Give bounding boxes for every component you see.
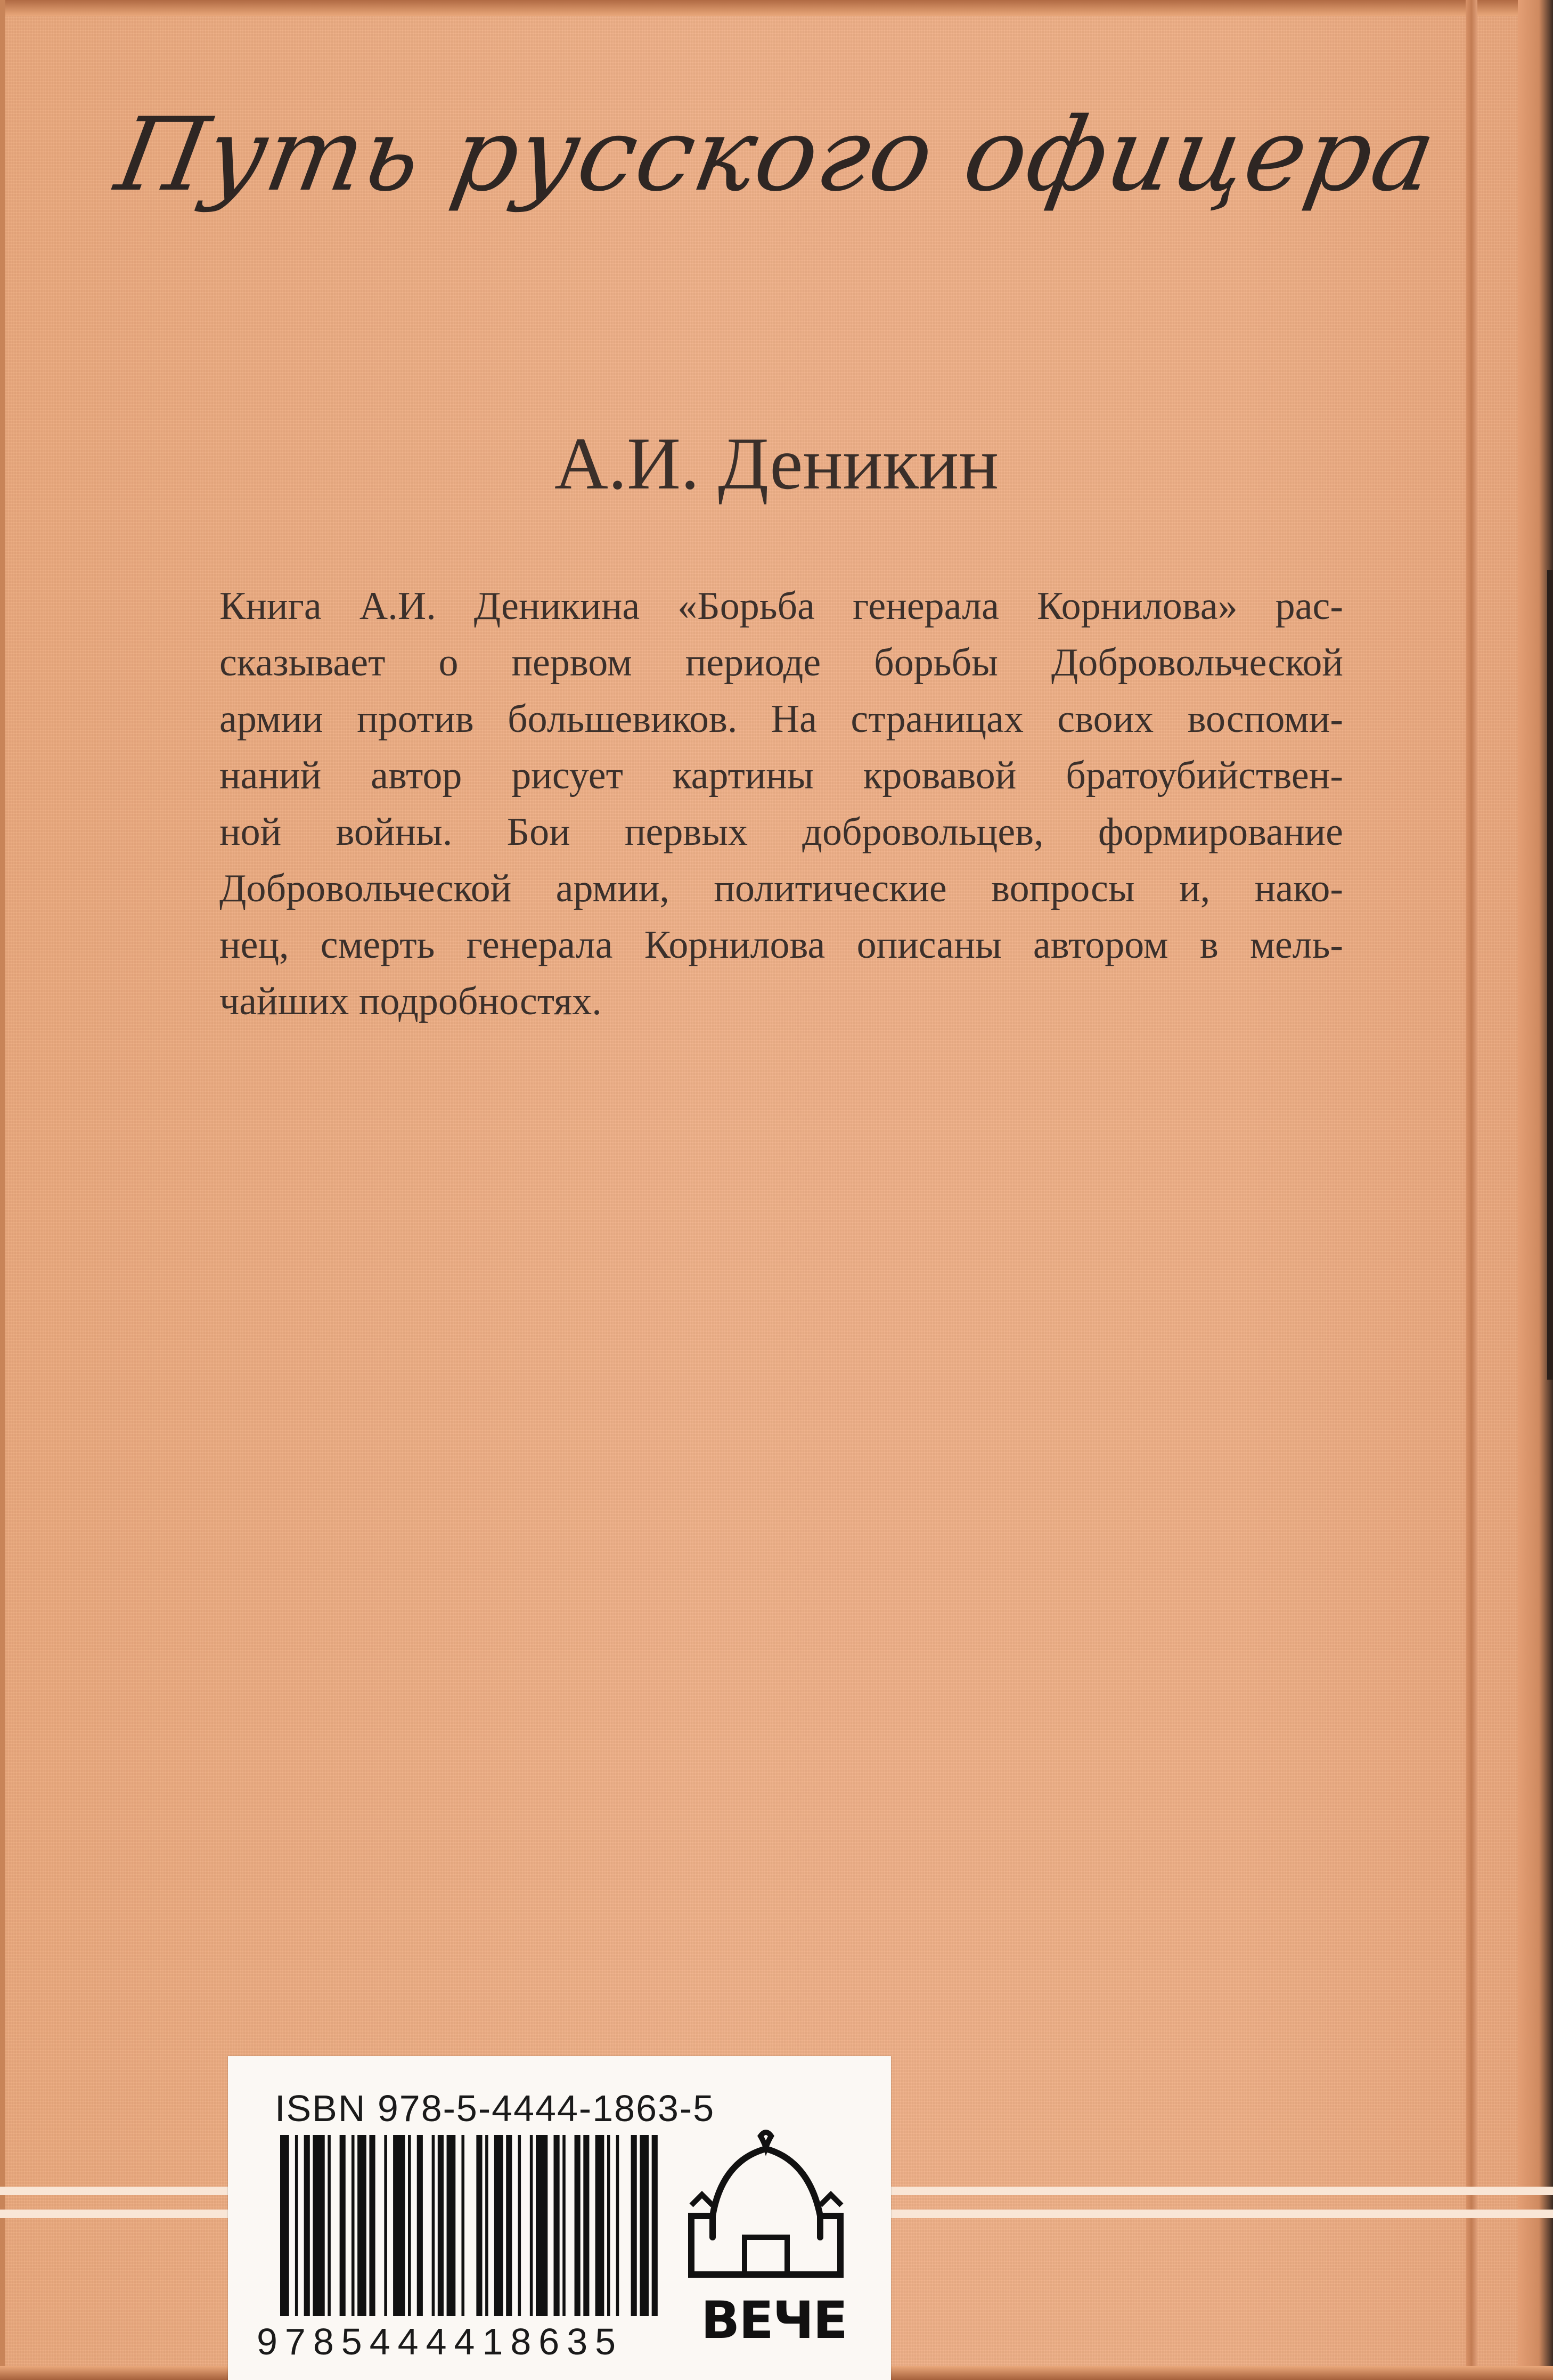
ean-digits: 9785444418635 — [257, 2321, 624, 2362]
barcode-bar — [328, 2135, 331, 2316]
barcode-bar — [536, 2135, 547, 2316]
publisher-name: ВЕЧЕ — [701, 2291, 847, 2350]
annotation-line: ной войны. Бои первых добровольцев, формирование — [219, 810, 1343, 854]
barcode-bar — [530, 2135, 533, 2316]
barcode-bar — [295, 2135, 298, 2316]
annotation-line: армии против большевиков. На страницах своих воспоми- — [219, 697, 1343, 741]
author-name: А.И. Деникин — [554, 422, 999, 505]
barcode-label — [228, 2056, 891, 2380]
barcode-bar — [575, 2135, 581, 2316]
barcode-bar — [393, 2135, 405, 2316]
isbn-text: ISBN 978-5-4444-1863-5 — [275, 2088, 715, 2129]
barcode-bar — [417, 2135, 423, 2316]
barcode-bar — [447, 2135, 456, 2316]
spine-gap — [1547, 570, 1553, 1380]
cover-hinge-groove — [1466, 0, 1477, 2380]
barcode-bar — [357, 2135, 366, 2316]
barcode-bar — [438, 2135, 444, 2316]
barcode-bar — [408, 2135, 411, 2316]
annotation-line: наний автор рисует картины кровавой братоубийствен- — [219, 754, 1343, 797]
annotation-line: сказывает о первом периоде борьбы Добровольческой — [219, 641, 1343, 684]
barcode-bar — [494, 2135, 503, 2316]
barcode-bar — [432, 2135, 435, 2316]
barcode-bar — [595, 2135, 604, 2316]
barcode-icon — [280, 2135, 664, 2332]
barcode-bar — [485, 2135, 488, 2316]
series-title: Путь русского офицера — [108, 96, 1445, 214]
barcode-bar — [476, 2135, 482, 2316]
barcode-bar — [506, 2135, 512, 2316]
kremlin-tower-icon — [681, 2125, 862, 2317]
barcode-bar — [352, 2135, 355, 2316]
barcode-bar — [631, 2135, 637, 2316]
annotation-line: Добровольческой армии, политические вопросы и, нако- — [219, 867, 1343, 910]
cover-left-edge — [0, 0, 5, 2380]
barcode-bar — [562, 2135, 566, 2316]
annotation-line: Книга А.И. Деникина «Борьба генерала Корнилова» рас- — [219, 584, 1343, 628]
barcode-bar — [652, 2135, 658, 2316]
barcode-bar — [583, 2135, 589, 2316]
book-annotation — [219, 578, 1343, 1030]
cover-top-edge — [0, 0, 1553, 16]
barcode-bars — [280, 2135, 664, 2332]
annotation-line: чайших подробностях. — [219, 980, 602, 1023]
barcode-bar — [553, 2135, 559, 2316]
barcode-bar — [369, 2135, 375, 2316]
barcode-bar — [340, 2135, 346, 2316]
annotation-line: нец, смерть генерала Корнилова описаны автором в мель- — [219, 923, 1343, 967]
barcode-bar — [607, 2135, 610, 2316]
barcode-bar — [384, 2135, 387, 2316]
barcode-bar — [616, 2135, 619, 2316]
barcode-bar — [304, 2135, 310, 2316]
barcode-bar — [280, 2135, 289, 2316]
barcode-bar — [461, 2135, 464, 2316]
barcode-bar — [640, 2135, 649, 2316]
barcode-bar — [518, 2135, 521, 2316]
barcode-bar — [313, 2135, 324, 2316]
